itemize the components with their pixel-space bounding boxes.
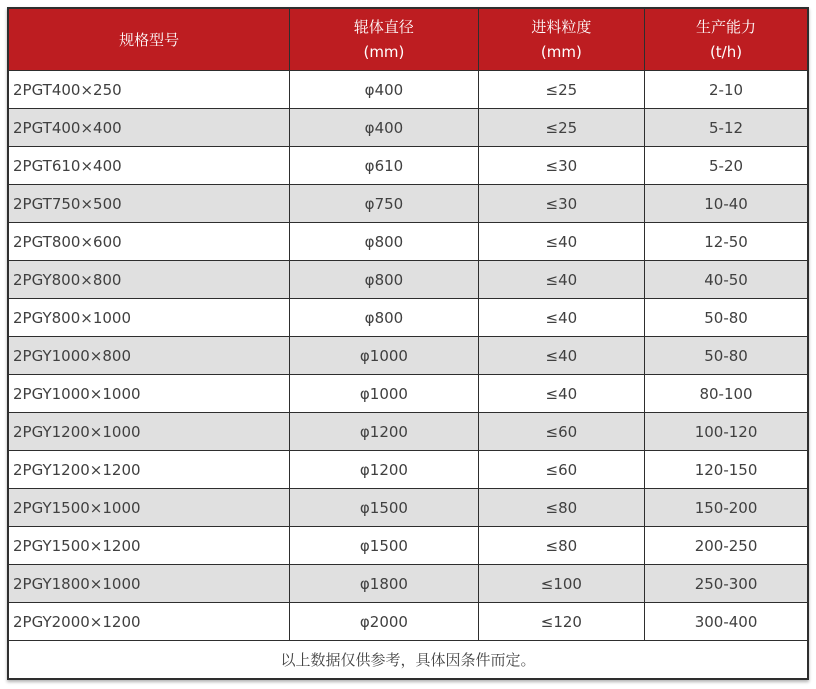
cell-feed-size: ≤40	[478, 261, 644, 299]
cell-feed-size: ≤25	[478, 71, 644, 109]
cell-feed-size: ≤60	[478, 413, 644, 451]
cell-roller-diameter: φ1000	[290, 375, 478, 413]
cell-feed-size: ≤30	[478, 185, 644, 223]
col-header-roller-diameter-title: 辊体直径	[353, 18, 414, 36]
cell-roller-diameter: φ750	[290, 185, 478, 223]
table-row	[8, 223, 808, 261]
cell-capacity: 250-300	[645, 565, 808, 603]
spec-table	[7, 7, 809, 680]
cell-model: 2PGY1800×1000	[8, 565, 290, 603]
table-row	[8, 299, 808, 337]
table-row	[8, 147, 808, 185]
table-row	[8, 71, 808, 109]
col-header-model-title: 规格型号	[119, 30, 180, 49]
cell-feed-size: ≤60	[478, 451, 644, 489]
table-row	[8, 185, 808, 223]
cell-feed-size: ≤25	[478, 109, 644, 147]
cell-model: 2PGT400×400	[8, 109, 290, 147]
cell-model: 2PGY1500×1200	[8, 527, 290, 565]
cell-model: 2PGT400×250	[8, 71, 290, 109]
col-header-feed-size-title: 进料粒度	[531, 18, 592, 36]
cell-roller-diameter: φ800	[290, 261, 478, 299]
cell-model: 2PGY2000×1200	[8, 603, 290, 641]
cell-roller-diameter: φ800	[290, 299, 478, 337]
cell-model: 2PGY1500×1000	[8, 489, 290, 527]
header-row	[8, 8, 808, 71]
cell-capacity: 50-80	[645, 299, 808, 337]
cell-roller-diameter: φ400	[290, 71, 478, 109]
table-body	[8, 71, 808, 641]
footnote-row	[8, 641, 808, 680]
cell-roller-diameter: φ1200	[290, 413, 478, 451]
cell-feed-size: ≤120	[478, 603, 644, 641]
col-header-roller-diameter	[290, 8, 478, 71]
cell-roller-diameter: φ1500	[290, 527, 478, 565]
cell-model: 2PGY800×1000	[8, 299, 290, 337]
cell-capacity: 5-12	[645, 109, 808, 147]
cell-model: 2PGY800×800	[8, 261, 290, 299]
table-row	[8, 337, 808, 375]
cell-roller-diameter: φ1200	[290, 451, 478, 489]
cell-feed-size: ≤40	[478, 299, 644, 337]
cell-capacity: 200-250	[645, 527, 808, 565]
table-row	[8, 375, 808, 413]
cell-capacity: 100-120	[645, 413, 808, 451]
table-row	[8, 261, 808, 299]
col-header-capacity-unit: (t/h)	[709, 43, 743, 61]
footnote: 以上数据仅供参考，具体因条件而定。	[8, 641, 808, 680]
cell-model: 2PGY1200×1200	[8, 451, 290, 489]
cell-feed-size: ≤40	[478, 337, 644, 375]
cell-feed-size: ≤80	[478, 489, 644, 527]
cell-capacity: 300-400	[645, 603, 808, 641]
cell-capacity: 12-50	[645, 223, 808, 261]
cell-roller-diameter: φ610	[290, 147, 478, 185]
cell-capacity: 150-200	[645, 489, 808, 527]
cell-model: 2PGY1000×800	[8, 337, 290, 375]
cell-model: 2PGY1000×1000	[8, 375, 290, 413]
cell-capacity: 10-40	[645, 185, 808, 223]
cell-feed-size: ≤100	[478, 565, 644, 603]
col-header-roller-diameter-unit: (mm)	[363, 43, 405, 61]
cell-capacity: 80-100	[645, 375, 808, 413]
cell-feed-size: ≤80	[478, 527, 644, 565]
cell-capacity: 50-80	[645, 337, 808, 375]
col-header-capacity	[645, 8, 808, 71]
cell-model: 2PGT750×500	[8, 185, 290, 223]
cell-roller-diameter: φ1000	[290, 337, 478, 375]
cell-model: 2PGT610×400	[8, 147, 290, 185]
col-header-feed-size-unit: (mm)	[540, 43, 582, 61]
cell-feed-size: ≤30	[478, 147, 644, 185]
cell-feed-size: ≤40	[478, 375, 644, 413]
cell-roller-diameter: φ2000	[290, 603, 478, 641]
cell-model: 2PGY1200×1000	[8, 413, 290, 451]
table-row	[8, 565, 808, 603]
table-row	[8, 413, 808, 451]
table-row	[8, 489, 808, 527]
cell-capacity: 5-20	[645, 147, 808, 185]
cell-feed-size: ≤40	[478, 223, 644, 261]
cell-model: 2PGT800×600	[8, 223, 290, 261]
col-header-capacity-title: 生产能力	[696, 18, 757, 36]
cell-capacity: 120-150	[645, 451, 808, 489]
table-row	[8, 451, 808, 489]
table-row	[8, 603, 808, 641]
cell-roller-diameter: φ800	[290, 223, 478, 261]
cell-roller-diameter: φ400	[290, 109, 478, 147]
cell-roller-diameter: φ1500	[290, 489, 478, 527]
table-row	[8, 109, 808, 147]
table-row	[8, 527, 808, 565]
cell-roller-diameter: φ1800	[290, 565, 478, 603]
cell-capacity: 2-10	[645, 71, 808, 109]
col-header-model	[8, 8, 290, 71]
cell-capacity: 40-50	[645, 261, 808, 299]
col-header-feed-size	[478, 8, 644, 71]
